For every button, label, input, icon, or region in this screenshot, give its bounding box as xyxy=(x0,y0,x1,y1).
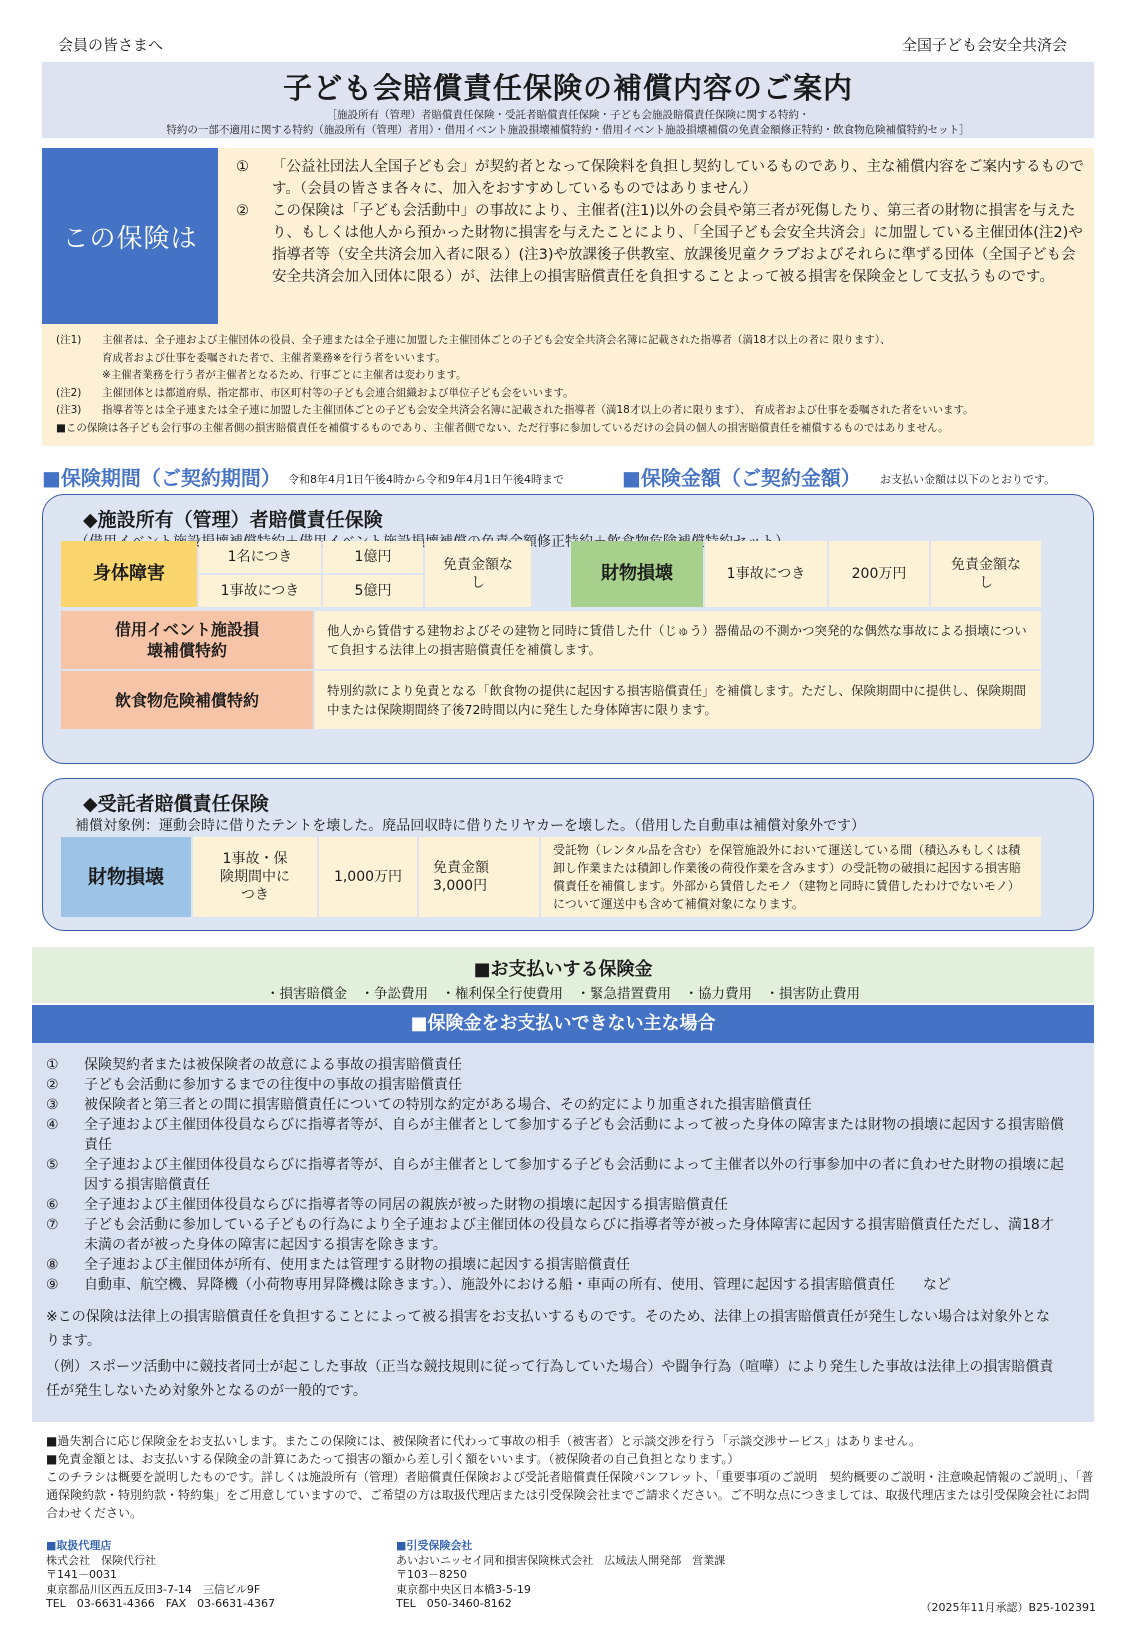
insurer-heading: ■引受保険会社 xyxy=(396,1539,473,1552)
note-text: ※主催者業務を行う者が主催者となるため、行事ごとに主催者は変わります。 xyxy=(102,369,467,381)
intro-item-text: 「公益社団法人全国子ども会」が契約者となって保険料を負担し契約しているものであり、主な補償内容をご案内するものです。（会員の皆さま各々に、加入をおすすめしているものではありません） xyxy=(272,159,1084,197)
bailee-deductible: 免責金額3,000円 xyxy=(419,837,539,917)
insurer-zip: 〒103－8250 xyxy=(396,1568,467,1581)
note-item xyxy=(56,402,1082,420)
exclusions-box xyxy=(32,1043,1094,1422)
bodily-per-person-amount: 1億円 xyxy=(323,541,423,573)
exclusion-number: ④ xyxy=(46,1117,59,1133)
rider2-text: 特別約款により免責となる「飲食物の提供に起因する損害賠償責任」を補償します。ただし、保険期間中に提供し、保険期間中または保険期間終了後72時間以内に発生した身体障害に限ります。 xyxy=(315,671,1041,729)
intro-box xyxy=(42,148,1094,324)
approval-number: （2025年11月承認）B25-102391 xyxy=(920,1601,1096,1614)
intro-item-number: ② xyxy=(236,203,249,219)
payments-items: ・損害賠償金 ・争訟費用 ・権利保全行使費用 ・緊急措置費用 ・協力費用 ・損害防止費用 xyxy=(266,986,860,1002)
exclusion-text: 子ども会活動に参加している子どもの行為により全子連および主催団体の役員ならびに指導者等が被った身体障害に起因する損害賠償責任ただし、満18才未満の者が被った身体の障害に起因する損害を除きます。 xyxy=(84,1217,1054,1253)
note-key: (注2) xyxy=(56,386,82,399)
note-item xyxy=(56,367,1082,385)
rider2-label: 飲食物危険補償特約 xyxy=(61,671,313,729)
title-sub-1: ［施設所有（管理）者賠償責任保険・受託者賠償責任保険・子ども会施設賠償責任保険に関する特約・ xyxy=(326,109,810,121)
exclusion-item xyxy=(46,1055,1064,1075)
note-text: ■この保険は各子ども会行事の主催者側の損害賠償責任を補償するものであり、主催者側でない、ただ行事に参加しているだけの会員の個人の損害賠償責任を補償するものではありません。 xyxy=(56,421,949,434)
property-deductible: 免責金額なし xyxy=(931,541,1041,607)
insurer-address: 東京都中央区日本橋3-5-19 xyxy=(396,1582,531,1596)
exclusion-note: ※この保険は法律上の損害賠償責任を負担することによって被る損害をお支払いするものです。そのため、法律上の損害賠償責任が発生しない場合は対象外となります。 xyxy=(46,1309,1051,1349)
agency-tel: TEL 03-6631-4366 FAX 03-6631-4367 xyxy=(46,1597,276,1610)
facility-heading: ◆施設所有（管理）者賠償責任保険 xyxy=(83,509,383,531)
exclusion-item xyxy=(46,1275,1064,1295)
period-heading: ■保険期間（ご契約期間） xyxy=(42,466,281,490)
period-text: 令和8年4月1日午後4時から令和9年4月1日午後4時まで xyxy=(288,473,564,486)
exclusion-number: ⑦ xyxy=(46,1217,59,1233)
bailee-panel xyxy=(42,778,1094,931)
exclusion-item xyxy=(46,1155,1064,1195)
title-sub-2: 特約の一部不適用に関する特約（施設所有（管理）者用）・借用イベント施設損壊補償特約・借用イベント施設損壊補償の免責金額修正特約・飲食物危険補償特約セット］ xyxy=(166,124,970,136)
exclusion-number: ⑨ xyxy=(46,1277,59,1293)
amount-text: お支払い金額は以下のとおりです。 xyxy=(880,473,1056,486)
note-item xyxy=(56,385,1082,403)
exclusion-text: 自動車、航空機、昇降機（小荷物専用昇降機は除きます。）、施設外における船・車両の所有、使用、管理に起因する損害賠償責任 など xyxy=(84,1277,951,1293)
exclusion-number: ⑧ xyxy=(46,1257,59,1273)
exclusion-text: 全子連および主催団体役員ならびに指導者等の同居の親族が被った財物の損壊に起因する損害賠償責任 xyxy=(84,1197,728,1213)
exclusion-number: ⑥ xyxy=(46,1197,59,1213)
rider1-label: 借用イベント施設損壊補償特約 xyxy=(61,611,313,669)
note-text: 主催団体とは都道府県、指定都市、市区町村等の子ども会連合組織および単位子ども会をいいます。 xyxy=(102,386,574,399)
exclusion-item xyxy=(46,1215,1064,1255)
bailee-label: 財物損壊 xyxy=(61,837,191,917)
note-text: 指導者等とは全子連または全子連に加盟した主催団体ごとの子ども会安全共済会名簿に記載された指導者（満18才以上の者に限ります）、 育成者および仕事を委嘱された者をいいます。 xyxy=(102,404,974,416)
property-amount: 200万円 xyxy=(829,541,929,607)
footer-line: このチラシは概要を説明したものです。詳しくは施設所有（管理）者賠償責任保険および受託者賠償責任保険パンフレット、「重要事項のご説明 契約概要のご説明・注意喚起情報のご説明」、「普通保険約款・特別約款・特約集」をご用意していますので、ご希望の方は取扱代理店または引受保険会社までご請求ください。ご不明な点につきましては、取扱代理店または引受保険会社にお問合わせください。 xyxy=(46,1470,1094,1520)
exclusion-item xyxy=(46,1115,1064,1155)
bodily-label: 身体障害 xyxy=(61,541,197,607)
note-text: 主催者は、全子連および主催団体の役員、全子連または全子連に加盟した主催団体ごとの子ども会安全共済会名簿に記載された指導者（満18才以上の者に 限ります）、 xyxy=(102,334,891,346)
exclusion-item xyxy=(46,1095,1064,1115)
rider1-text: 他人から賃借する建物およびその建物と同時に賃借した什（じゅう）器備品の不測かつ突発的な偶然な事故による損壊について負担する法律上の損害賠償責任を補償します。 xyxy=(315,611,1041,669)
intro-label: この保険は xyxy=(42,148,218,324)
exclusion-text: 全子連および主催団体役員ならびに指導者等が、自らが主催者として参加する子ども会活動によって被った身体の障害または財物の損壊に起因する損害賠償責任 xyxy=(84,1117,1064,1153)
intro-text xyxy=(232,156,1087,288)
exclusion-text: 全子連および主催団体役員ならびに指導者等が、自らが主催者として参加する子ども会活動によって主催者以外の行事参加中の者に負わせた財物の損壊に起因する損害賠償責任 xyxy=(84,1157,1064,1193)
note-text: 育成者および仕事を委嘱された者で、主催者業務※を行う者をいいます。 xyxy=(102,351,446,364)
agency-zip: 〒141－0031 xyxy=(46,1568,117,1581)
agency-address: 東京都品川区西五反田3-7-14 三信ビル9F xyxy=(46,1582,261,1596)
exclusion-item xyxy=(46,1075,1064,1095)
facility-panel xyxy=(42,494,1094,764)
exclusion-number: ⑤ xyxy=(46,1157,59,1173)
exclusion-text: 全子連および主催団体が所有、使用または管理する財物の損壊に起因する損害賠償責任 xyxy=(84,1257,630,1273)
bailee-sub: 補償対象例：運動会時に借りたテントを壊した。廃品回収時に借りたリヤカーを壊した。（借用した自動車は補償対象外です） xyxy=(75,818,866,834)
agency-block xyxy=(46,1539,275,1612)
intro-item-number: ① xyxy=(236,159,249,175)
exclusion-item xyxy=(46,1195,1064,1215)
intro-item-text: この保険は「子ども会活動中」の事故により、主催者(注1)以外の会員や第三者が死傷したり、第三者の財物に損害を与えたり、もしくは他人から預かった財物に損害を与えたことにより、「全国子ども会安全共済会」に加盟している主催団体(注2)や指導者等（安全共済会加入者に限る）(注3)や放課後子供教室、放課後児童クラブおよびそれらに準ずる団体（全国子ども会安全共済会加入団体に限る）が、法律上の損害賠償責任を負担することよって被る損害を保険金として支払うものです。 xyxy=(272,203,1083,285)
title-box xyxy=(42,62,1094,138)
note-item xyxy=(56,420,1082,438)
top-line xyxy=(58,34,1067,56)
exclusion-example: （例）スポーツ活動中に競技者同士が起こした事故（正当な競技規則に従って行為していた場合）や闘争行為（喧嘩）により発生した事故は法律上の損害賠償責任が発生しないため対象外となるのが一般的です。 xyxy=(46,1359,1054,1399)
property-per-accident: 1事故につき xyxy=(705,541,827,607)
note-key: (注3) xyxy=(56,404,82,416)
bodily-per-person: 1名につき xyxy=(199,541,321,573)
exclusion-text: 被保険者と第三者との間に損害賠償責任についての特別な約定がある場合、その約定により加重された損害賠償責任 xyxy=(84,1097,812,1113)
footer-notes xyxy=(46,1432,1096,1522)
intro-item xyxy=(232,200,1087,288)
insurer-block xyxy=(396,1539,725,1612)
bodily-per-accident-amount: 5億円 xyxy=(323,575,423,607)
exclusion-number: ② xyxy=(46,1077,59,1093)
exclusion-text: 保険契約者または被保険者の故意による事故の損害賠償責任 xyxy=(84,1057,462,1073)
bailee-amount: 1,000万円 xyxy=(319,837,417,917)
note-key: (注1) xyxy=(56,334,82,346)
exclusion-text: 子ども会活動に参加するまでの往復中の事故の損害賠償責任 xyxy=(84,1077,462,1093)
period-amount-row xyxy=(42,462,1094,490)
exclusion-item xyxy=(46,1255,1064,1275)
issuer: 全国子ども会安全共済会 xyxy=(901,36,1067,54)
footer-line: ■過失割合に応じ保険金をお支払いします。またこの保険には、被保険者に代わって事故の相手（被害者）と示談交渉を行う「示談交渉サービス」はありません。 xyxy=(46,1434,921,1448)
bodily-deductible: 免責金額なし xyxy=(425,541,531,607)
addressee: 会員の皆さまへ xyxy=(58,36,164,54)
bodily-per-accident: 1事故につき xyxy=(199,575,321,607)
agency-name: 株式会社 保険代行社 xyxy=(46,1553,156,1567)
exclusions-heading: ■保険金をお支払いできない主な場合 xyxy=(32,1005,1094,1043)
exclusion-number: ① xyxy=(46,1057,59,1073)
intro-item xyxy=(232,156,1087,200)
property-label: 財物損壊 xyxy=(571,541,703,607)
bailee-heading: ◆受託者賠償責任保険 xyxy=(83,793,269,815)
bailee-unit: 1事故・保険期間中につき xyxy=(193,837,317,917)
agency-heading: ■取扱代理店 xyxy=(46,1539,112,1552)
note-item xyxy=(56,350,1082,368)
page-title: 子ども会賠償責任保険の補償内容のご案内 xyxy=(282,71,853,105)
bailee-text: 受託物（レンタル品を含む）を保管施設外において運送している間（積込みもしくは積卸し作業または積卸し作業後の荷役作業を含みます）の受託物の破損に起因する損害賠償責任を補償します。外部から賃借したモノ（建物と同時に賃借したわけでないモノ）について運送中も含めて補償対象になります。 xyxy=(541,837,1041,917)
payments-box xyxy=(32,947,1094,1003)
amount-heading: ■保険金額（ご契約金額） xyxy=(622,466,861,490)
insurer-name: あいおいニッセイ同和損害保険株式会社 広域法人開発部 営業課 xyxy=(396,1553,726,1567)
footer-line: ■免責金額とは、お支払いする保険金の計算にあたって損害の額から差し引く額をいいます。（被保険者の自己負担となります。） xyxy=(46,1452,740,1466)
notes-box xyxy=(42,324,1094,446)
payments-heading: ■お支払いする保険金 xyxy=(473,959,653,980)
note-item xyxy=(56,332,1082,350)
insurer-tel: TEL 050-3460-8162 xyxy=(396,1597,512,1610)
exclusion-number: ③ xyxy=(46,1097,59,1113)
